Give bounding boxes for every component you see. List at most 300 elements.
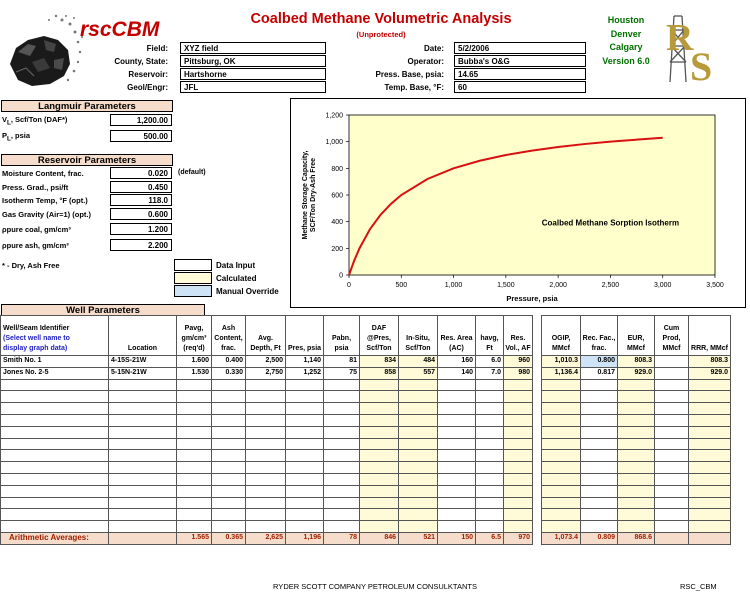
well-name-cell[interactable] — [1, 403, 109, 415]
table-cell[interactable] — [109, 473, 177, 485]
table-cell[interactable] — [581, 403, 618, 415]
press-base-input[interactable]: 14.65 — [454, 68, 586, 80]
table-cell[interactable] — [542, 521, 581, 533]
table-cell[interactable] — [542, 450, 581, 462]
table-cell[interactable] — [212, 379, 246, 391]
table-cell[interactable] — [109, 379, 177, 391]
table-cell[interactable] — [177, 497, 212, 509]
table-cell[interactable] — [655, 485, 689, 497]
reservoir-input[interactable]: Hartshorne — [180, 68, 326, 80]
table-cell[interactable] — [689, 438, 731, 450]
table-cell[interactable] — [324, 473, 360, 485]
table-cell[interactable] — [286, 450, 324, 462]
table-cell[interactable] — [212, 426, 246, 438]
table-cell[interactable] — [109, 450, 177, 462]
well-name-cell[interactable] — [1, 497, 109, 509]
table-cell[interactable] — [109, 462, 177, 474]
table-cell[interactable] — [360, 426, 399, 438]
table-cell[interactable] — [109, 497, 177, 509]
table-cell[interactable] — [581, 391, 618, 403]
table-cell[interactable] — [542, 497, 581, 509]
table-cell[interactable]: 140 — [438, 367, 476, 379]
table-cell[interactable]: 980 — [504, 367, 533, 379]
table-cell[interactable] — [177, 403, 212, 415]
table-cell[interactable]: 1.600 — [177, 356, 212, 368]
table-cell[interactable] — [655, 426, 689, 438]
well-name-cell[interactable] — [1, 391, 109, 403]
table-cell[interactable] — [109, 414, 177, 426]
table-cell[interactable] — [655, 438, 689, 450]
table-cell[interactable] — [618, 426, 655, 438]
geol-input[interactable]: JFL — [180, 81, 326, 93]
table-cell[interactable] — [476, 497, 504, 509]
table-cell[interactable] — [212, 509, 246, 521]
table-cell[interactable] — [109, 485, 177, 497]
table-cell[interactable] — [212, 485, 246, 497]
table-cell[interactable] — [618, 379, 655, 391]
table-cell[interactable] — [504, 473, 533, 485]
table-cell[interactable]: 1,136.4 — [542, 367, 581, 379]
table-cell[interactable] — [655, 414, 689, 426]
table-cell[interactable] — [618, 403, 655, 415]
table-cell[interactable] — [324, 462, 360, 474]
table-cell[interactable] — [689, 403, 731, 415]
table-cell[interactable] — [618, 485, 655, 497]
table-cell[interactable] — [399, 485, 438, 497]
well-name-cell[interactable] — [1, 379, 109, 391]
table-cell[interactable] — [542, 473, 581, 485]
table-cell[interactable] — [212, 521, 246, 533]
temp-base-input[interactable]: 60 — [454, 81, 586, 93]
table-cell[interactable] — [655, 462, 689, 474]
table-cell[interactable] — [324, 414, 360, 426]
table-cell[interactable] — [109, 509, 177, 521]
table-cell[interactable] — [581, 462, 618, 474]
table-cell[interactable] — [438, 438, 476, 450]
table-cell[interactable] — [324, 426, 360, 438]
table-cell[interactable] — [360, 473, 399, 485]
table-cell[interactable] — [399, 450, 438, 462]
county-input[interactable]: Pittsburg, OK — [180, 55, 326, 67]
table-cell[interactable] — [476, 379, 504, 391]
y-axis-label: Methane Storage Capacity,SCF/Ton Dry-Ash Free — [302, 150, 317, 240]
table-cell[interactable] — [618, 450, 655, 462]
table-cell[interactable]: 75 — [324, 367, 360, 379]
table-cell[interactable]: 0.817 — [581, 367, 618, 379]
table-cell[interactable] — [581, 450, 618, 462]
table-cell[interactable] — [476, 521, 504, 533]
table-cell[interactable] — [399, 379, 438, 391]
well-name-cell[interactable] — [1, 473, 109, 485]
table-cell[interactable] — [655, 450, 689, 462]
table-cell[interactable] — [476, 509, 504, 521]
table-cell[interactable] — [618, 473, 655, 485]
table-row[interactable] — [1, 462, 731, 474]
table-cell[interactable] — [212, 438, 246, 450]
table-cell[interactable]: 0.800 — [581, 356, 618, 368]
table-cell[interactable] — [689, 521, 731, 533]
table-cell[interactable] — [324, 438, 360, 450]
table-cell[interactable]: 81 — [324, 356, 360, 368]
table-cell[interactable] — [476, 426, 504, 438]
operator-input[interactable]: Bubba's O&G — [454, 55, 586, 67]
table-cell[interactable] — [360, 379, 399, 391]
table-row[interactable] — [1, 485, 731, 497]
table-cell[interactable] — [177, 379, 212, 391]
table-cell[interactable]: 2,750 — [246, 367, 286, 379]
table-cell[interactable]: 1.530 — [177, 367, 212, 379]
table-cell[interactable] — [581, 521, 618, 533]
table-cell[interactable] — [212, 414, 246, 426]
table-cell[interactable] — [581, 438, 618, 450]
table-cell[interactable] — [360, 438, 399, 450]
table-cell[interactable] — [618, 462, 655, 474]
table-row[interactable] — [1, 473, 731, 485]
table-cell[interactable] — [438, 485, 476, 497]
table-cell[interactable] — [618, 438, 655, 450]
table-cell[interactable] — [542, 509, 581, 521]
table-cell[interactable] — [504, 438, 533, 450]
table-cell[interactable] — [109, 426, 177, 438]
table-cell[interactable] — [246, 391, 286, 403]
table-cell[interactable] — [504, 497, 533, 509]
table-cell[interactable] — [399, 438, 438, 450]
table-row[interactable] — [1, 414, 731, 426]
well-name-cell[interactable] — [1, 509, 109, 521]
table-cell[interactable] — [655, 356, 689, 368]
table-cell[interactable]: 5-15N-21W — [109, 367, 177, 379]
table-cell[interactable] — [212, 497, 246, 509]
table-cell[interactable] — [177, 462, 212, 474]
average-cell: 521 — [399, 532, 438, 544]
table-cell[interactable] — [246, 426, 286, 438]
table-cell[interactable] — [542, 391, 581, 403]
table-cell[interactable] — [689, 391, 731, 403]
table-cell[interactable] — [399, 497, 438, 509]
table-cell[interactable] — [504, 403, 533, 415]
table-cell[interactable]: 960 — [504, 356, 533, 368]
table-cell[interactable] — [504, 450, 533, 462]
table-cell[interactable] — [438, 509, 476, 521]
table-cell[interactable] — [286, 521, 324, 533]
table-row[interactable] — [1, 497, 731, 509]
table-cell[interactable] — [618, 414, 655, 426]
table-cell[interactable] — [286, 497, 324, 509]
table-cell[interactable]: 834 — [360, 356, 399, 368]
table-cell[interactable] — [399, 473, 438, 485]
table-cell[interactable]: 0.330 — [212, 367, 246, 379]
table-cell[interactable] — [177, 414, 212, 426]
table-cell[interactable] — [246, 414, 286, 426]
table-cell[interactable]: 484 — [399, 356, 438, 368]
table-cell[interactable] — [542, 426, 581, 438]
table-cell[interactable] — [476, 438, 504, 450]
table-cell[interactable] — [399, 521, 438, 533]
table-cell[interactable] — [286, 426, 324, 438]
table-cell[interactable] — [476, 450, 504, 462]
table-cell[interactable] — [246, 450, 286, 462]
table-cell[interactable] — [324, 497, 360, 509]
table-row[interactable] — [1, 521, 731, 533]
table-cell[interactable] — [476, 414, 504, 426]
date-input[interactable]: 5/2/2006 — [454, 42, 586, 54]
table-cell[interactable] — [324, 485, 360, 497]
table-cell[interactable] — [655, 403, 689, 415]
table-cell[interactable]: 1,252 — [286, 367, 324, 379]
table-cell[interactable] — [542, 438, 581, 450]
table-cell[interactable] — [438, 391, 476, 403]
table-cell[interactable] — [177, 521, 212, 533]
table-cell[interactable] — [177, 509, 212, 521]
table-cell[interactable] — [360, 485, 399, 497]
table-cell[interactable] — [246, 473, 286, 485]
table-cell[interactable] — [476, 403, 504, 415]
page-subtitle: (Unprotected) — [356, 30, 406, 39]
table-cell[interactable] — [618, 521, 655, 533]
pure-ash-input[interactable]: 2.200 — [110, 239, 172, 251]
table-cell[interactable] — [324, 450, 360, 462]
table-cell[interactable] — [689, 485, 731, 497]
table-cell[interactable]: 6.0 — [476, 356, 504, 368]
table-cell[interactable] — [212, 473, 246, 485]
table-cell[interactable] — [618, 497, 655, 509]
table-cell[interactable] — [246, 379, 286, 391]
well-name-cell[interactable] — [1, 521, 109, 533]
table-cell[interactable] — [286, 391, 324, 403]
table-cell[interactable] — [109, 403, 177, 415]
langmuir-vl-input[interactable]: 1,200.00 — [110, 114, 172, 126]
table-row[interactable] — [1, 379, 731, 391]
table-cell[interactable] — [438, 450, 476, 462]
table-cell[interactable] — [246, 403, 286, 415]
table-cell[interactable] — [438, 426, 476, 438]
table-cell[interactable] — [542, 379, 581, 391]
col-area: Res. Area (AC) — [438, 316, 476, 356]
table-cell[interactable] — [689, 509, 731, 521]
isotherm-temp-input[interactable]: 118.0 — [110, 194, 172, 206]
table-cell[interactable] — [504, 426, 533, 438]
table-cell[interactable] — [438, 497, 476, 509]
table-row[interactable] — [1, 509, 731, 521]
legend-calculated-swatch — [174, 272, 212, 284]
table-cell[interactable] — [286, 403, 324, 415]
table-cell[interactable] — [109, 391, 177, 403]
table-cell[interactable] — [286, 509, 324, 521]
table-cell[interactable]: 7.0 — [476, 367, 504, 379]
press-grad-input[interactable]: 0.450 — [110, 181, 172, 193]
table-cell[interactable] — [246, 462, 286, 474]
well-name-cell[interactable] — [1, 414, 109, 426]
table-cell[interactable] — [504, 509, 533, 521]
table-cell[interactable] — [542, 462, 581, 474]
table-cell[interactable] — [360, 509, 399, 521]
table-cell[interactable] — [655, 521, 689, 533]
table-cell[interactable] — [360, 450, 399, 462]
table-cell[interactable] — [504, 379, 533, 391]
table-cell[interactable] — [360, 521, 399, 533]
table-cell[interactable] — [246, 497, 286, 509]
table-cell[interactable] — [438, 462, 476, 474]
table-cell[interactable] — [618, 391, 655, 403]
table-cell[interactable]: 858 — [360, 367, 399, 379]
well-name-cell[interactable] — [1, 462, 109, 474]
table-cell[interactable] — [177, 473, 212, 485]
table-cell[interactable] — [689, 426, 731, 438]
table-cell[interactable] — [655, 391, 689, 403]
table-cell[interactable] — [581, 497, 618, 509]
table-cell[interactable] — [581, 414, 618, 426]
table-cell[interactable] — [476, 473, 504, 485]
table-cell[interactable] — [581, 379, 618, 391]
table-cell[interactable] — [542, 403, 581, 415]
table-cell[interactable] — [212, 391, 246, 403]
table-cell[interactable] — [360, 497, 399, 509]
table-cell[interactable]: 929.0 — [618, 367, 655, 379]
table-cell[interactable] — [438, 379, 476, 391]
table-cell[interactable] — [438, 414, 476, 426]
table-row[interactable] — [1, 391, 731, 403]
reservoir-label: Reservoir: — [128, 70, 168, 79]
app-logo-text: rscCBM — [80, 18, 160, 41]
table-cell[interactable] — [504, 391, 533, 403]
table-cell[interactable] — [246, 485, 286, 497]
table-cell[interactable] — [286, 438, 324, 450]
table-cell[interactable] — [581, 509, 618, 521]
table-cell[interactable] — [360, 391, 399, 403]
table-cell[interactable] — [689, 379, 731, 391]
table-cell[interactable] — [504, 485, 533, 497]
table-cell[interactable] — [360, 462, 399, 474]
table-cell[interactable]: 2,500 — [246, 356, 286, 368]
table-cell[interactable] — [246, 438, 286, 450]
table-cell[interactable] — [438, 473, 476, 485]
table-cell[interactable]: 808.3 — [689, 356, 731, 368]
table-cell[interactable] — [177, 438, 212, 450]
table-cell[interactable] — [689, 450, 731, 462]
table-cell[interactable] — [504, 521, 533, 533]
footer-code: RSC_CBM — [680, 582, 717, 591]
table-cell[interactable] — [618, 509, 655, 521]
table-cell[interactable] — [476, 485, 504, 497]
table-cell[interactable] — [286, 485, 324, 497]
table-cell[interactable] — [655, 497, 689, 509]
table-cell[interactable] — [581, 426, 618, 438]
table-cell[interactable] — [212, 462, 246, 474]
table-cell[interactable] — [324, 403, 360, 415]
pure-coal-input[interactable]: 1.200 — [110, 223, 172, 235]
table-cell[interactable] — [399, 426, 438, 438]
well-name-cell[interactable] — [1, 485, 109, 497]
gas-gravity-input[interactable]: 0.600 — [110, 208, 172, 220]
table-cell[interactable] — [109, 521, 177, 533]
table-cell[interactable] — [324, 521, 360, 533]
average-cell: 0.809 — [581, 532, 618, 544]
table-row[interactable] — [1, 356, 731, 368]
table-cell[interactable] — [689, 462, 731, 474]
table-cell[interactable] — [655, 367, 689, 379]
table-cell[interactable] — [655, 379, 689, 391]
table-cell[interactable] — [246, 509, 286, 521]
well-name-cell[interactable]: Smith No. 1 — [1, 356, 109, 368]
table-row[interactable] — [1, 403, 731, 415]
table-cell[interactable]: 0.400 — [212, 356, 246, 368]
col-cumprod: Cum Prod, MMcf — [655, 316, 689, 356]
table-cell[interactable] — [581, 485, 618, 497]
well-name-cell[interactable] — [1, 438, 109, 450]
table-cell[interactable] — [542, 414, 581, 426]
table-cell[interactable] — [324, 509, 360, 521]
table-cell[interactable]: 557 — [399, 367, 438, 379]
table-cell[interactable] — [504, 414, 533, 426]
table-cell[interactable] — [399, 391, 438, 403]
moisture-input[interactable]: 0.020 — [110, 167, 172, 179]
table-cell[interactable] — [324, 391, 360, 403]
table-cell[interactable] — [689, 473, 731, 485]
table-cell[interactable] — [438, 521, 476, 533]
gas-gravity-label: Gas Gravity (Air=1) (opt.) — [2, 210, 91, 219]
table-cell[interactable] — [360, 414, 399, 426]
svg-text:S: S — [690, 44, 713, 84]
table-cell[interactable] — [689, 497, 731, 509]
well-name-cell[interactable]: Jones No. 2-5 — [1, 367, 109, 379]
table-cell[interactable]: 160 — [438, 356, 476, 368]
well-name-cell[interactable] — [1, 450, 109, 462]
table-cell[interactable] — [476, 462, 504, 474]
table-cell[interactable] — [246, 521, 286, 533]
table-cell[interactable] — [177, 450, 212, 462]
table-cell[interactable] — [286, 473, 324, 485]
table-cell[interactable] — [286, 414, 324, 426]
table-cell[interactable] — [399, 414, 438, 426]
table-cell[interactable] — [476, 391, 504, 403]
table-cell[interactable]: 1,010.3 — [542, 356, 581, 368]
table-cell[interactable]: 929.0 — [689, 367, 731, 379]
table-cell[interactable] — [177, 426, 212, 438]
table-cell[interactable] — [655, 473, 689, 485]
table-cell[interactable]: 1,140 — [286, 356, 324, 368]
table-cell[interactable] — [655, 509, 689, 521]
table-cell[interactable]: 808.3 — [618, 356, 655, 368]
table-cell[interactable] — [504, 462, 533, 474]
table-cell[interactable] — [177, 485, 212, 497]
table-cell — [533, 356, 542, 368]
table-cell[interactable] — [581, 473, 618, 485]
table-cell[interactable] — [286, 379, 324, 391]
table-cell[interactable] — [212, 450, 246, 462]
field-input[interactable]: XYZ field — [180, 42, 326, 54]
table-cell[interactable] — [212, 403, 246, 415]
table-cell[interactable] — [399, 509, 438, 521]
table-cell[interactable] — [689, 414, 731, 426]
table-row[interactable] — [1, 367, 731, 379]
y-tick-label: 1,000 — [325, 139, 343, 147]
langmuir-pl-input[interactable]: 500.00 — [110, 130, 172, 142]
well-name-cell[interactable] — [1, 426, 109, 438]
table-row[interactable] — [1, 426, 731, 438]
table-cell[interactable] — [399, 462, 438, 474]
table-cell[interactable] — [109, 438, 177, 450]
table-row[interactable] — [1, 450, 731, 462]
table-cell[interactable] — [438, 403, 476, 415]
table-cell[interactable] — [286, 462, 324, 474]
table-cell[interactable] — [177, 391, 212, 403]
table-cell[interactable] — [360, 403, 399, 415]
table-cell[interactable] — [542, 485, 581, 497]
table-row[interactable] — [1, 438, 731, 450]
table-cell[interactable]: 4-15S-21W — [109, 356, 177, 368]
table-cell[interactable] — [324, 379, 360, 391]
table-cell[interactable] — [399, 403, 438, 415]
